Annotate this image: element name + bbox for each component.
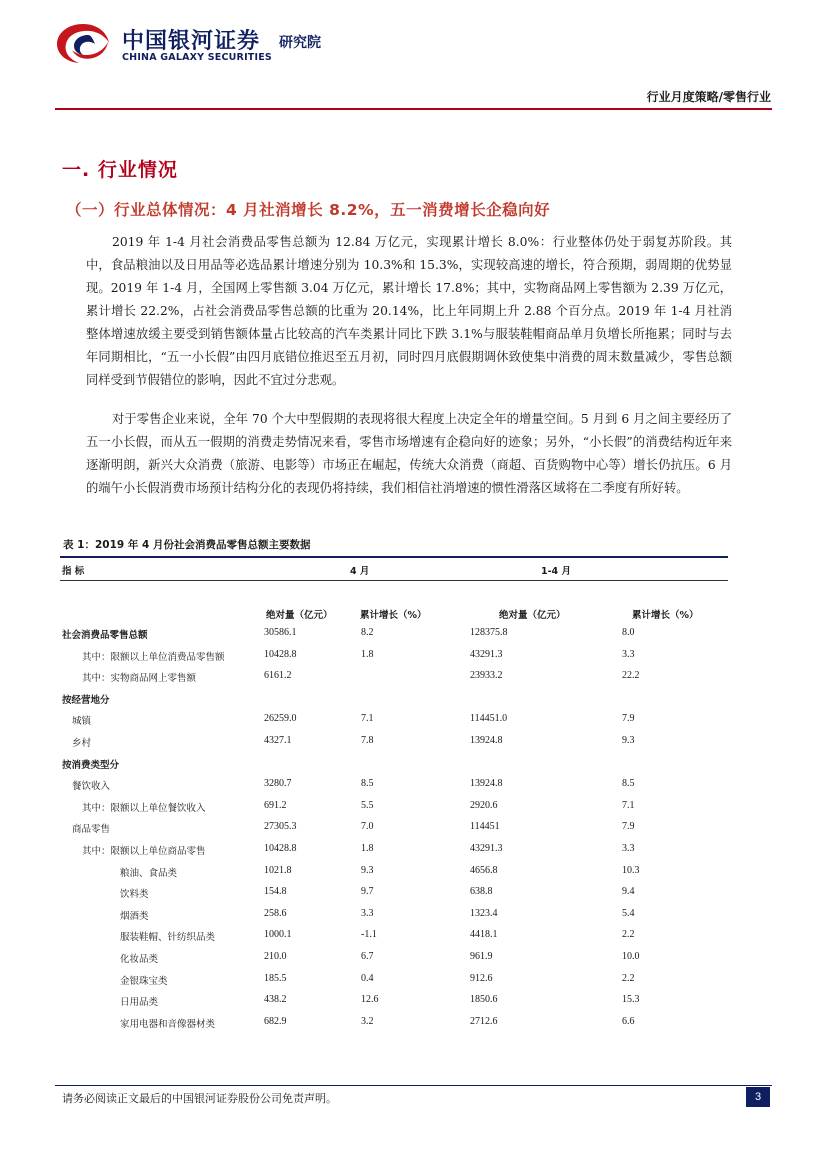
cell-april-growth: 9.3 bbox=[361, 864, 374, 876]
table-row bbox=[0, 905, 827, 927]
row-label: 粮油、食品类 bbox=[120, 867, 178, 879]
cell-ytd-growth: 8.0 bbox=[622, 627, 635, 638]
section-title: 一. 行业情况 bbox=[62, 159, 178, 181]
cell-april-abs: 691.2 bbox=[264, 799, 287, 811]
cell-april-growth: 8.2 bbox=[361, 627, 374, 638]
logo-english-name: CHINA GALAXY SECURITIES bbox=[122, 52, 272, 63]
cell-april-abs: 30586.1 bbox=[264, 627, 297, 638]
row-label: 商品零售 bbox=[72, 824, 111, 836]
cell-april-growth: 6.7 bbox=[361, 950, 374, 962]
table-row bbox=[0, 646, 827, 668]
table-top-rule bbox=[60, 556, 728, 558]
row-label: 家用电器和音像器材类 bbox=[120, 1018, 216, 1030]
row-label: 餐饮收入 bbox=[72, 781, 111, 793]
cell-ytd-abs: 2712.6 bbox=[470, 1015, 498, 1027]
table-row bbox=[0, 689, 827, 711]
row-label: 烟酒类 bbox=[120, 910, 149, 922]
cell-ytd-abs: 114451.0 bbox=[470, 713, 508, 725]
table-row bbox=[0, 1013, 827, 1035]
report-category-tag: 行业月度策略/零售行业 bbox=[646, 90, 771, 104]
cell-april-abs: 26259.0 bbox=[264, 713, 297, 725]
page-number: 3 bbox=[746, 1087, 770, 1107]
cell-april-abs: 27305.3 bbox=[264, 821, 297, 833]
cell-april-growth: 5.5 bbox=[361, 799, 374, 811]
logo-institute: 研究院 bbox=[279, 35, 321, 51]
logo-chinese-name: 中国银河证券 bbox=[122, 29, 261, 54]
cell-ytd-abs: 1323.4 bbox=[470, 907, 498, 919]
cell-april-abs: 1000.1 bbox=[264, 929, 292, 941]
row-label: 其中：限额以上单位餐饮收入 bbox=[82, 802, 206, 814]
cell-ytd-abs: 4418.1 bbox=[470, 929, 498, 941]
table-row bbox=[0, 862, 827, 884]
cell-ytd-abs: 23933.2 bbox=[470, 670, 503, 682]
row-label: 城镇 bbox=[72, 716, 92, 728]
table-row bbox=[0, 775, 827, 797]
cell-april-abs: 4327.1 bbox=[264, 734, 292, 746]
company-logo bbox=[52, 20, 352, 66]
cell-april-growth: 1.8 bbox=[361, 648, 374, 660]
cell-april-growth: 7.8 bbox=[361, 734, 374, 746]
cell-april-abs: 438.2 bbox=[264, 994, 287, 1006]
table-header-indicator: 指 标 bbox=[62, 566, 85, 577]
table-row bbox=[0, 710, 827, 732]
cell-ytd-growth: 7.9 bbox=[622, 821, 635, 833]
cell-april-growth: 8.5 bbox=[361, 778, 374, 790]
cell-april-growth: 7.1 bbox=[361, 713, 374, 725]
table-row bbox=[0, 970, 827, 992]
cell-april-abs: 682.9 bbox=[264, 1015, 287, 1027]
cell-ytd-growth: 5.4 bbox=[622, 907, 635, 919]
cell-april-growth: 12.6 bbox=[361, 994, 379, 1006]
row-label: 日用品类 bbox=[120, 997, 159, 1009]
cell-april-growth: 3.2 bbox=[361, 1015, 374, 1027]
cell-ytd-growth: 8.5 bbox=[622, 778, 635, 790]
row-label: 其中：限额以上单位商品零售 bbox=[82, 845, 206, 857]
table-row bbox=[0, 883, 827, 905]
cell-ytd-growth: 15.3 bbox=[622, 994, 640, 1006]
cell-ytd-abs: 961.9 bbox=[470, 950, 493, 962]
cell-ytd-growth: 10.3 bbox=[622, 864, 640, 876]
cell-ytd-growth: 9.3 bbox=[622, 734, 635, 746]
cell-april-growth: -1.1 bbox=[361, 929, 377, 941]
table-row bbox=[0, 754, 827, 776]
table-row bbox=[0, 797, 827, 819]
cell-april-abs: 3280.7 bbox=[264, 778, 292, 790]
row-group-label: 按消费类型分 bbox=[62, 759, 120, 771]
row-label: 乡村 bbox=[72, 737, 92, 749]
table-row bbox=[0, 624, 827, 646]
cell-ytd-growth: 3.3 bbox=[622, 648, 635, 660]
cell-april-growth: 9.7 bbox=[361, 886, 374, 898]
cell-april-abs: 6161.2 bbox=[264, 670, 292, 682]
cell-ytd-growth: 9.4 bbox=[622, 886, 635, 898]
cell-ytd-abs: 13924.8 bbox=[470, 778, 503, 790]
header-divider bbox=[55, 108, 772, 110]
table-col-growth-jan-apr: 累计增长（%） bbox=[632, 610, 699, 621]
cell-ytd-abs: 638.8 bbox=[470, 886, 493, 898]
row-group-label: 按经营地分 bbox=[62, 694, 110, 706]
row-label: 金银珠宝类 bbox=[120, 975, 168, 987]
cell-ytd-abs: 4656.8 bbox=[470, 864, 498, 876]
cell-ytd-growth: 10.0 bbox=[622, 950, 640, 962]
cell-ytd-abs: 43291.3 bbox=[470, 842, 503, 854]
body-paragraph-2: 对于零售企业来说，全年 70 个大中型假期的表现将很大程度上决定全年的增量空间。5 月到 6 月之间主要经历了五一小长假，而从五一假期的消费走势情况来看，零售市场增速有企稳向好的迹象；另外，“小长假”的消费结构近年来逐渐明朗，新兴大众消费（旅游、电影等）市场正在崛起，传统大众消费（商超、百货购物中心等）增长仍抗压。6 月的端午小长假消费市场预计结构分化的表现仍将持续，我们相信社消增速的惯性滑落区域将在二季度有所好转。 bbox=[86, 412, 732, 495]
table-col-growth-april: 累计增长（%） bbox=[360, 610, 427, 621]
cell-april-growth: 0.4 bbox=[361, 972, 374, 984]
cell-april-growth: 3.3 bbox=[361, 907, 374, 919]
row-label: 其中：限额以上单位消费品零售额 bbox=[82, 651, 225, 663]
galaxy-logo-icon bbox=[52, 20, 114, 66]
cell-ytd-abs: 2920.6 bbox=[470, 799, 498, 811]
cell-april-growth: 7.0 bbox=[361, 821, 374, 833]
cell-ytd-growth: 3.3 bbox=[622, 842, 635, 854]
row-label: 饮料类 bbox=[120, 889, 149, 901]
row-label: 社会消费品零售总额 bbox=[62, 630, 148, 641]
table-header-april: 4 月 bbox=[350, 566, 370, 577]
cell-april-abs: 154.8 bbox=[264, 886, 287, 898]
cell-april-abs: 258.6 bbox=[264, 907, 287, 919]
cell-ytd-growth: 22.2 bbox=[622, 670, 640, 682]
cell-april-abs: 210.0 bbox=[264, 950, 287, 962]
row-label: 化妆品类 bbox=[120, 953, 159, 965]
cell-april-abs: 10428.8 bbox=[264, 648, 297, 660]
table-col-abs-april: 绝对量（亿元） bbox=[266, 610, 333, 621]
footer-disclaimer: 请务必阅读正文最后的中国银河证券股份公司免责声明。 bbox=[62, 1092, 337, 1105]
cell-april-abs: 185.5 bbox=[264, 972, 287, 984]
table-row bbox=[0, 818, 827, 840]
table-header-jan-apr: 1-4 月 bbox=[541, 566, 571, 577]
table-col-abs-jan-apr: 绝对量（亿元） bbox=[499, 610, 566, 621]
table-caption: 表 1：2019 年 4 月份社会消费品零售总额主要数据 bbox=[63, 539, 311, 551]
cell-ytd-abs: 13924.8 bbox=[470, 734, 503, 746]
cell-ytd-growth: 2.2 bbox=[622, 972, 635, 984]
table-row bbox=[0, 667, 827, 689]
cell-ytd-growth: 6.6 bbox=[622, 1015, 635, 1027]
cell-april-abs: 1021.8 bbox=[264, 864, 292, 876]
cell-ytd-growth: 2.2 bbox=[622, 929, 635, 941]
row-label: 其中：实物商品网上零售额 bbox=[82, 673, 197, 685]
cell-ytd-growth: 7.1 bbox=[622, 799, 635, 811]
table-row bbox=[0, 991, 827, 1013]
subsection-title: （一）行业总体情况：4 月社消增长 8.2%，五一消费增长企稳向好 bbox=[66, 201, 551, 219]
table-header-rule bbox=[60, 580, 728, 581]
table-body bbox=[0, 624, 827, 1034]
cell-ytd-abs: 1850.6 bbox=[470, 994, 498, 1006]
cell-ytd-abs: 114451 bbox=[470, 821, 500, 833]
table-row bbox=[0, 732, 827, 754]
cell-ytd-abs: 128375.8 bbox=[470, 627, 508, 638]
cell-april-growth: 1.8 bbox=[361, 842, 374, 854]
cell-april-abs: 10428.8 bbox=[264, 842, 297, 854]
table-row bbox=[0, 926, 827, 948]
body-paragraph-1: 2019 年 1-4 月社会消费品零售总额为 12.84 万亿元，实现累计增长 8.0%：行业整体仍处于弱复苏阶段。其中，食品粮油以及日用品等必选品累计增速分别为 10.3%和 15.3%，实现较高速的增长，符合预期，弱周期的优势显现。2019 年 1-4 月，全国网上零售额 3.04 万亿元，累计增长 17.8%；其中，实物商品网上零售额为 2.39 万亿元，累计增长 22.2%，占社会消费品零售总额的比重为 20.14%，比上年同期上升 2.88 个百分点。2019 年 1-4 月社消整体增速放缓主要受到销售额体量占比较高的汽车类累计同比下跌 3.1%与服装鞋帽商品单月负增长所拖累；同时与去年同期相比，“五一小长假”由四月底错位推迟至五月初，同时四月底假期调休致使集中消费的周末数量减少，零售总额同样受到节假错位的影响，因此不宜过分悲观。 bbox=[86, 235, 732, 387]
footer-divider bbox=[55, 1085, 772, 1086]
cell-ytd-abs: 912.6 bbox=[470, 972, 493, 984]
cell-ytd-abs: 43291.3 bbox=[470, 648, 503, 660]
row-label: 服装鞋帽、针纺织品类 bbox=[120, 932, 216, 944]
table-row bbox=[0, 840, 827, 862]
cell-ytd-growth: 7.9 bbox=[622, 713, 635, 725]
table-row bbox=[0, 948, 827, 970]
